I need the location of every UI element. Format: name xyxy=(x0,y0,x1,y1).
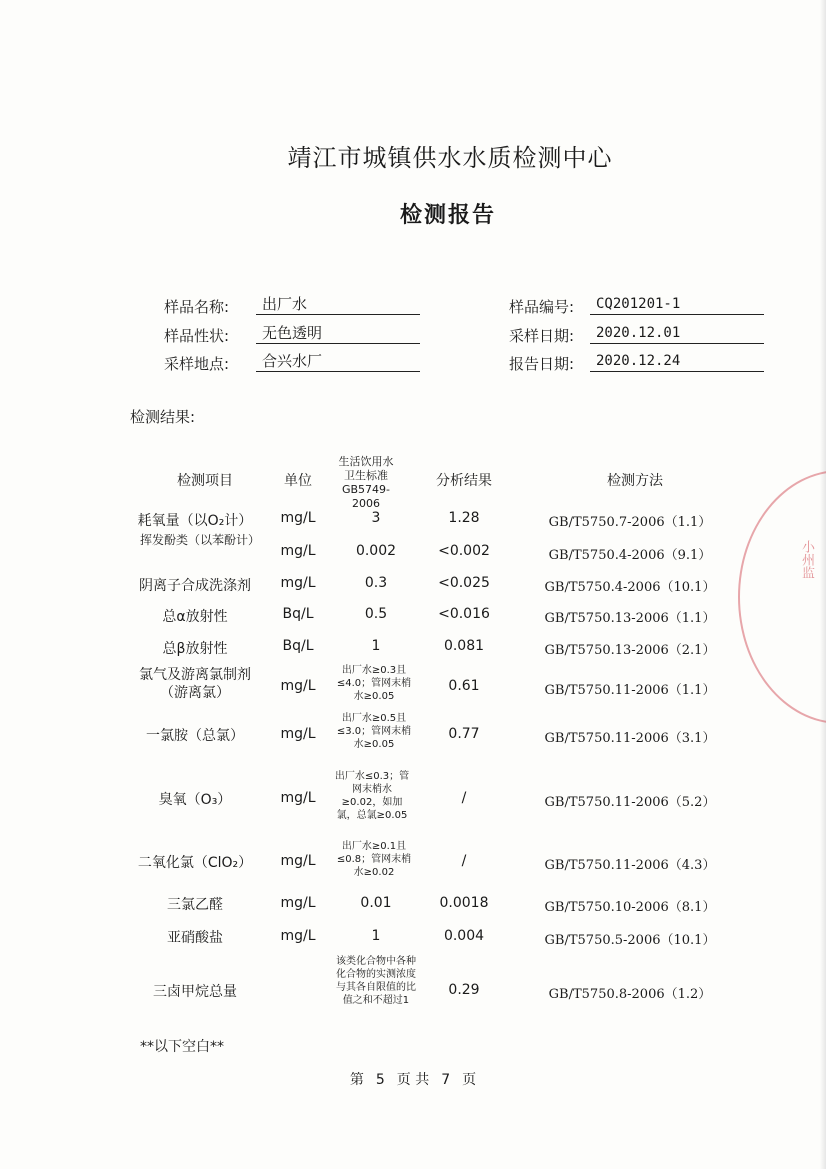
row-method: GB/T5750.11-2006（4.3） xyxy=(544,858,716,873)
header-method: 检测方法 xyxy=(607,473,663,489)
row-item: 三卤甲烷总量 xyxy=(153,984,237,1000)
page-suffix: 页 xyxy=(462,1072,477,1088)
row-method: GB/T5750.10-2006（8.1） xyxy=(544,900,716,915)
row-method: GB/T5750.13-2006（2.1） xyxy=(544,643,716,658)
row-standard: 0.5 xyxy=(364,606,388,622)
sample-date-value: 2020.12.01 xyxy=(590,323,764,344)
row-unit: mg/L xyxy=(280,543,316,559)
row-item: 挥发酚类（以苯酚计） xyxy=(139,533,260,547)
row-standard: 0.002 xyxy=(355,543,397,559)
row-method: GB/T5750.11-2006（3.1） xyxy=(544,731,716,746)
header-unit: 单位 xyxy=(284,473,312,489)
row-standard: 1 xyxy=(371,638,381,654)
row-item: 阴离子合成洗涤剂 xyxy=(139,578,251,594)
org-title: 靖江市城镇供水水质检测中心 xyxy=(287,144,613,172)
row-item: 三氯乙醛 xyxy=(167,897,223,913)
report-date-label: 报告日期: xyxy=(509,355,575,373)
sample-property-value: 无色透明 xyxy=(256,323,420,344)
row-result: / xyxy=(461,790,467,806)
row-result: <0.016 xyxy=(438,606,490,622)
sample-name-label: 样品名称: xyxy=(164,298,230,316)
row-result: <0.025 xyxy=(438,575,490,591)
row-item: 一氯胺（总氯） xyxy=(146,728,244,744)
sample-id-label: 样品编号: xyxy=(509,298,575,316)
red-seal-text: 小州监 xyxy=(799,540,814,579)
row-unit: mg/L xyxy=(280,726,316,742)
row-unit: mg/L xyxy=(280,895,316,911)
row-result: 0.77 xyxy=(448,726,480,742)
row-standard: 该类化合物中各种化合物的实测浓度与其各自限值的比值之和不超过1 xyxy=(336,956,416,1006)
row-method: GB/T5750.7-2006（1.1） xyxy=(548,515,712,530)
row-method: GB/T5750.13-2006（1.1） xyxy=(544,611,716,626)
row-method: GB/T5750.11-2006（5.2） xyxy=(544,795,716,810)
row-unit: mg/L xyxy=(280,575,316,591)
row-standard: 出厂水≥0.1且≤0.8；管网末梢水≥0.02 xyxy=(336,841,412,878)
row-method: GB/T5750.4-2006（9.1） xyxy=(548,548,712,563)
sample-date-label: 采样日期: xyxy=(509,327,575,345)
row-method: GB/T5750.4-2006（10.1） xyxy=(544,580,716,595)
report-date-value: 2020.12.24 xyxy=(590,351,764,372)
page-number-footer xyxy=(0,1069,826,1089)
row-item: 总β放射性 xyxy=(162,641,228,657)
report-title: 检测报告 xyxy=(399,203,496,228)
row-item: 耗氧量（以O₂计） xyxy=(137,513,253,529)
row-result: 0.61 xyxy=(448,678,480,694)
sample-id-value: CQ201201-1 xyxy=(590,294,764,315)
header-standard: 生活饮用水卫生标准GB5749-2006 xyxy=(338,455,394,510)
header-result: 分析结果 xyxy=(436,473,492,489)
row-method: GB/T5750.11-2006（1.1） xyxy=(544,683,716,698)
row-result: 0.0018 xyxy=(439,895,489,911)
row-item: 氯气及游离氯制剂（游离氯） xyxy=(139,667,251,701)
row-unit: mg/L xyxy=(280,790,316,806)
row-method: GB/T5750.8-2006（1.2） xyxy=(548,987,712,1002)
row-result: 1.28 xyxy=(448,510,480,526)
sample-property-label: 样品性状: xyxy=(164,327,230,345)
sample-location-value: 合兴水厂 xyxy=(256,351,420,372)
page-prefix: 第 xyxy=(349,1072,364,1088)
row-standard: 0.01 xyxy=(360,895,392,911)
sample-location-label: 采样地点: xyxy=(164,355,230,373)
row-result: <0.002 xyxy=(438,543,490,559)
row-unit: Bq/L xyxy=(282,638,314,654)
row-standard: 出厂水≤0.3；管网末梢水≥0.02，如加氯，总氯≥0.05 xyxy=(334,771,410,821)
header-item: 检测项目 xyxy=(177,473,233,489)
row-unit: Bq/L xyxy=(282,606,314,622)
page-current: 5 xyxy=(375,1072,385,1088)
row-unit: mg/L xyxy=(280,928,316,944)
row-result: 0.081 xyxy=(443,638,485,654)
row-result: 0.29 xyxy=(448,982,480,998)
sample-name-value: 出厂水 xyxy=(256,294,420,315)
row-result: / xyxy=(461,853,467,869)
row-result: 0.004 xyxy=(443,928,485,944)
row-standard: 1 xyxy=(371,928,381,944)
row-unit: mg/L xyxy=(280,510,316,526)
row-item: 亚硝酸盐 xyxy=(167,930,223,946)
results-label: 检测结果: xyxy=(130,408,196,426)
row-standard: 0.3 xyxy=(364,575,388,591)
row-item: 臭氧（O₃） xyxy=(158,792,232,808)
page-total: 7 xyxy=(441,1072,451,1088)
end-of-content-mark: **以下空白** xyxy=(140,1039,224,1055)
row-item: 总α放射性 xyxy=(162,609,228,625)
row-item: 二氧化氯（ClO₂） xyxy=(137,855,253,871)
row-standard: 出厂水≥0.3且≤4.0；管网末梢水≥0.05 xyxy=(336,665,412,702)
row-standard: 3 xyxy=(371,510,381,526)
row-unit: mg/L xyxy=(280,678,316,694)
row-unit: mg/L xyxy=(280,853,316,869)
row-method: GB/T5750.5-2006（10.1） xyxy=(544,933,716,948)
page-mid: 页 共 xyxy=(396,1072,430,1088)
row-standard: 出厂水≥0.5且≤3.0；管网末梢水≥0.05 xyxy=(336,713,412,750)
